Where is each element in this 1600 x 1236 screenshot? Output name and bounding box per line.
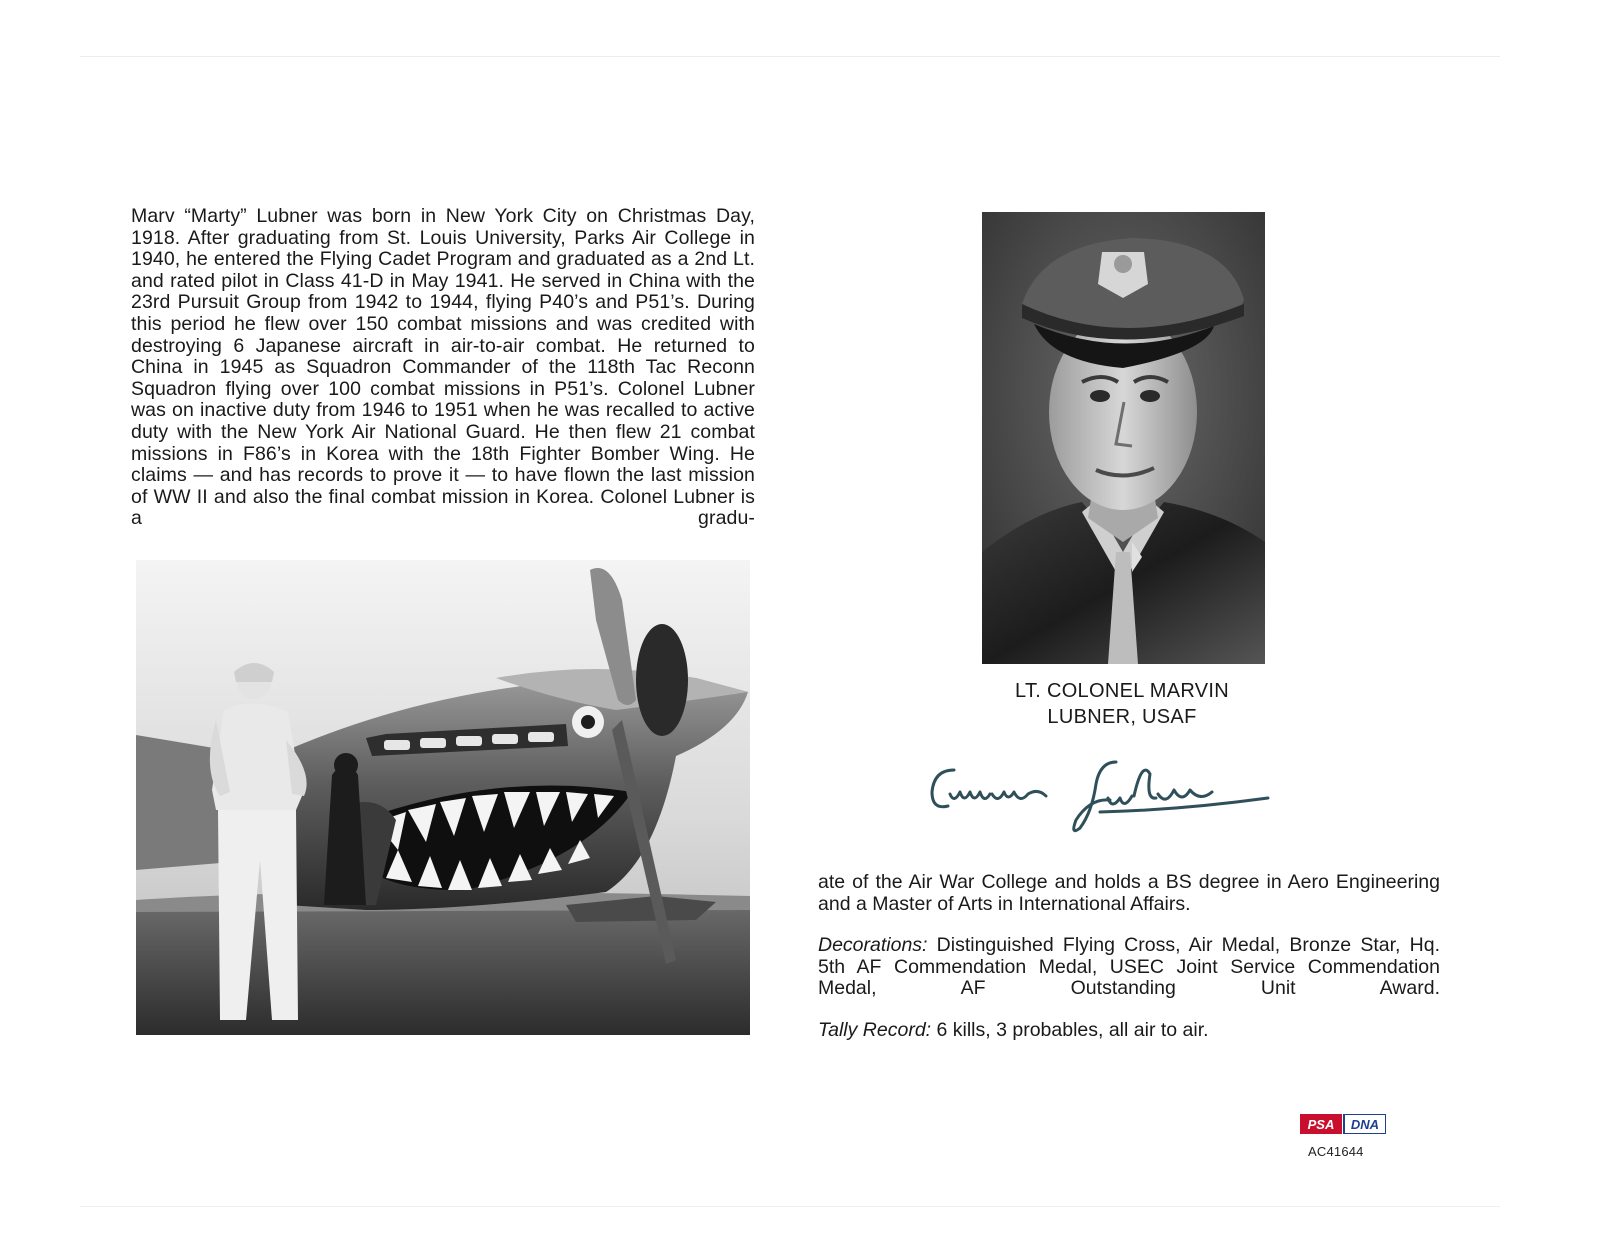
page-edge-top (80, 56, 1500, 57)
tally-record-paragraph (818, 1020, 1440, 1042)
decorations-label: Decorations: (818, 934, 928, 957)
portrait-caption (950, 678, 1294, 730)
decorations-paragraph (818, 935, 1440, 1000)
caption-line-1: LT. COLONEL MARVIN (1015, 680, 1229, 702)
page-edge-bottom (80, 1206, 1500, 1207)
svg-text:PSA: PSA (1307, 1117, 1335, 1132)
svg-text:DNA: DNA (1350, 1117, 1380, 1132)
psa-dna-logo (1300, 1114, 1386, 1134)
bio-text-right (818, 872, 1440, 1062)
plane-photo-graphic (136, 560, 750, 1035)
fighter-plane-photo (136, 560, 750, 1035)
bio-text-left: Marv “Marty” Lubner was born in New York City on Christmas Day, 1918. After graduating from St. Louis University, Parks Air College in 1940, he entered the Flying Cadet Program and graduated as a 2nd Lt. and rated pilot in Class 41-D in May 1941. He served in China with the 23rd Pursuit Group from 1942 to 1944, flying P40’s and P51’s. During this period he flew over 150 combat missions and was credited with destroying 6 Japanese aircraft in air-to-air combat. He returned to China in 1945 as Squadron Commander of the 118th Tac Reconn Squadron flying over 100 combat missions in P51’s. Colonel Lubner was on inactive duty from 1946 to 1951 when he was recalled to active duty with the New York Air National Guard. He then flew 21 combat missions in F86’s in Korea with the 18th Fighter Bomber Wing. He claims — and has records to prove it — to have flown the last mission of WW II and also the final combat mission in Korea. Colonel Lubner is a gradu- (131, 205, 755, 530)
portrait-graphic (982, 212, 1265, 664)
decorations-text: Distinguished Flying Cross, Air Medal, Bronze Star, Hq. 5th AF Commendation Medal, USEC Joint Service Commendation Medal, AF Outstanding Unit Award. (818, 934, 1440, 1000)
handwritten-signature (920, 740, 1280, 840)
tally-record-text: 6 kills, 3 probables, all air to air. (931, 1018, 1209, 1041)
caption-line-2: LUBNER, USAF (1047, 706, 1197, 728)
authentication-code: AC41644 (1308, 1144, 1364, 1159)
tally-record-label: Tally Record: (818, 1018, 932, 1041)
officer-portrait-photo (982, 212, 1265, 664)
bio-continued: ate of the Air War College and holds a BS degree in Aero Engineering and a Master of Arts in International Affairs. (818, 871, 1440, 915)
